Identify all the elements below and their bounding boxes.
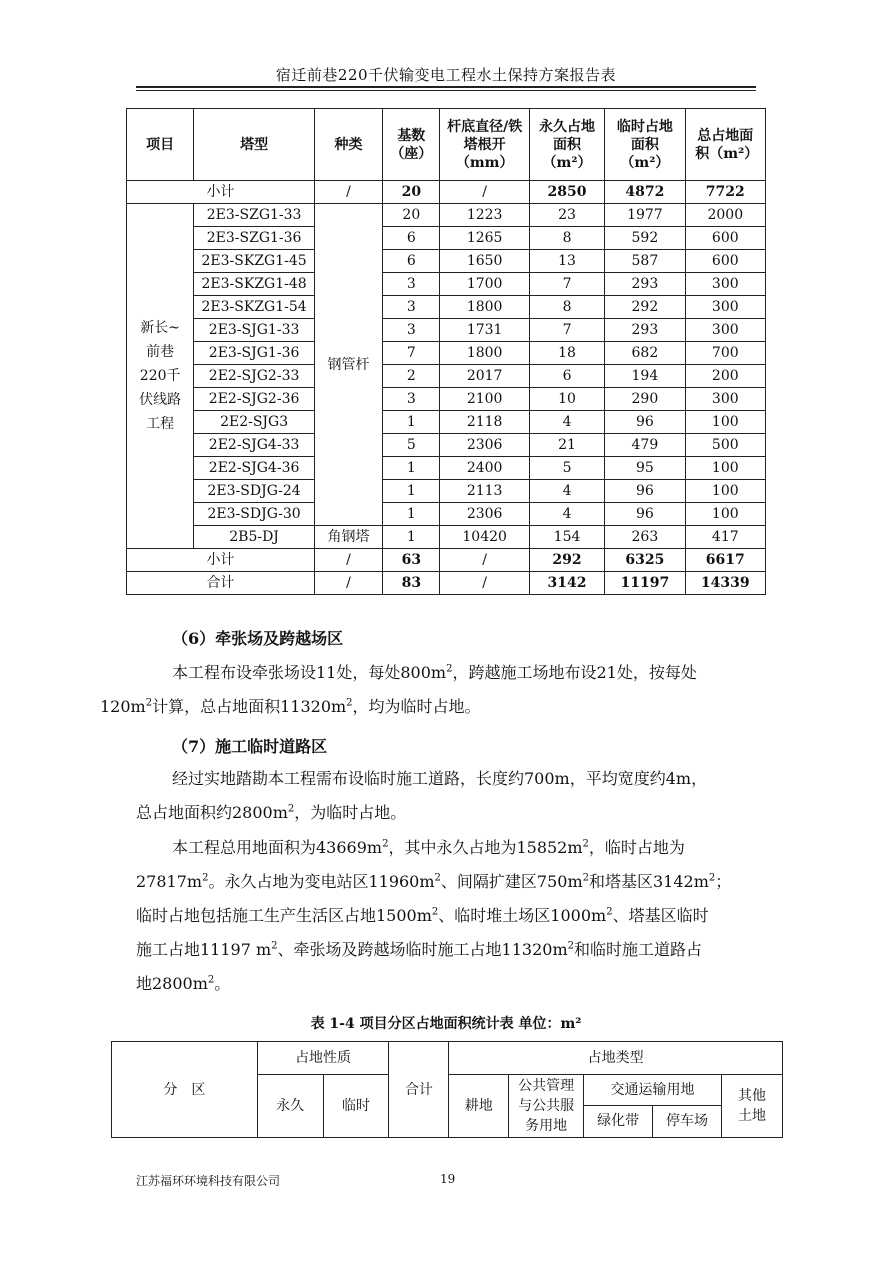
permanent-cell: 5 <box>529 457 604 480</box>
diameter-cell: 2306 <box>440 503 529 526</box>
superscript: 2 <box>606 906 613 918</box>
header-other <box>721 1075 782 1138</box>
header-total: 合计 <box>389 1042 449 1138</box>
tower-type-cell: 2E3-SZG1-33 <box>194 204 315 227</box>
temporary-cell: 293 <box>605 319 685 342</box>
superscript: 2 <box>202 872 209 884</box>
header-rule-thick <box>136 86 756 88</box>
total-cell: 2000 <box>685 204 765 227</box>
text-run: 经过实地踏勘本工程需布设临时施工道路，长度约700m，平均宽度约4m， <box>172 769 708 788</box>
temporary-cell: 96 <box>605 411 685 434</box>
text-run: ； <box>715 872 732 891</box>
temporary-cell: 96 <box>605 480 685 503</box>
permanent-cell: 8 <box>529 227 604 250</box>
total-cell: 100 <box>685 480 765 503</box>
header-other-text: 其他土地 <box>737 1088 766 1124</box>
tower-type-cell: 2B5-DJ <box>194 526 315 549</box>
subtotal-kind: / <box>314 549 382 572</box>
count-cell: 20 <box>383 204 440 227</box>
text-run: ，为临时占地。 <box>294 803 407 822</box>
table-row <box>127 365 766 388</box>
superscript: 2 <box>207 974 215 986</box>
header-temporary <box>605 109 685 181</box>
permanent-cell: 7 <box>529 273 604 296</box>
total-cell: 600 <box>685 250 765 273</box>
count-cell: 7 <box>383 342 440 365</box>
header-diameter-text: 杆底直径/铁塔根开（mm） <box>447 118 523 171</box>
tower-type-cell: 2E3-SKZG1-48 <box>194 273 315 296</box>
superscript: 2 <box>446 663 453 675</box>
section6-heading: （6）牵张场及跨越场区 <box>172 629 344 648</box>
temporary-cell: 290 <box>605 388 685 411</box>
temporary-cell: 95 <box>605 457 685 480</box>
diameter-cell: 1700 <box>440 273 529 296</box>
text-run: 。 <box>214 974 231 993</box>
permanent-cell: 7 <box>529 319 604 342</box>
total-cell: 300 <box>685 319 765 342</box>
table-row <box>127 434 766 457</box>
diameter-cell: 1800 <box>440 342 529 365</box>
subtotal-permanent: 292 <box>529 549 604 572</box>
text-run: 、临时堆土场区1000m <box>438 906 607 925</box>
header-nature: 占地性质 <box>257 1042 389 1075</box>
text-run: ，跨越施工场地布设21处，按每处 <box>452 663 697 682</box>
header-count <box>383 109 440 181</box>
header-transport-sub <box>584 1106 721 1137</box>
total-cell: 300 <box>685 273 765 296</box>
text-run: ，临时占地为 <box>588 838 685 857</box>
header-public <box>509 1075 584 1138</box>
superscript: 2 <box>145 697 153 709</box>
total-cell: 300 <box>685 296 765 319</box>
subtotal-label: 小计 <box>127 549 315 572</box>
table-row <box>127 227 766 250</box>
section7-heading: （7）施工临时道路区 <box>172 737 328 756</box>
tower-type-cell: 2E3-SZG1-36 <box>194 227 315 250</box>
header-permanent <box>529 109 604 181</box>
superscript: 2 <box>582 838 589 850</box>
header-parking: 停车场 <box>666 1113 709 1129</box>
table4-header-row-1 <box>112 1042 783 1075</box>
table-row <box>127 526 766 549</box>
text-run: 本工程总用地面积为43669m <box>172 838 383 857</box>
temporary-cell: 194 <box>605 365 685 388</box>
header-temporary: 临时 <box>323 1075 389 1138</box>
diameter-cell: 1650 <box>440 250 529 273</box>
superscript: 2 <box>567 940 574 952</box>
table-row <box>127 204 766 227</box>
temporary-cell: 479 <box>605 434 685 457</box>
text-run: 计算，总占地面积11320m <box>152 697 347 716</box>
tower-type-cell: 2E2-SJG3 <box>194 411 315 434</box>
subtotal-kind: / <box>314 181 382 204</box>
temporary-cell: 292 <box>605 296 685 319</box>
tower-type-cell: 2E3-SJG1-36 <box>194 342 315 365</box>
table-header-row <box>127 109 766 181</box>
total-total: 14339 <box>685 572 765 595</box>
diameter-cell: 2100 <box>440 388 529 411</box>
table-row <box>127 342 766 365</box>
permanent-cell: 6 <box>529 365 604 388</box>
count-cell: 3 <box>383 273 440 296</box>
temporary-cell: 592 <box>605 227 685 250</box>
header-transport <box>584 1075 722 1138</box>
project-name: 新长~前巷220千伏线路工程 <box>139 320 182 432</box>
permanent-cell: 23 <box>529 204 604 227</box>
superscript: 2 <box>382 838 389 850</box>
subtotal-temporary: 4872 <box>605 181 685 204</box>
count-cell: 3 <box>383 388 440 411</box>
temporary-cell: 96 <box>605 503 685 526</box>
text-run: 、间隔扩建区750m <box>440 872 583 891</box>
header-land-type: 占地类型 <box>449 1042 783 1075</box>
temporary-cell: 293 <box>605 273 685 296</box>
subtotal-count: 63 <box>383 549 440 572</box>
zone-landuse-table <box>111 1041 783 1138</box>
permanent-cell: 4 <box>529 503 604 526</box>
permanent-cell: 10 <box>529 388 604 411</box>
count-cell: 1 <box>383 411 440 434</box>
diameter-cell: 1731 <box>440 319 529 342</box>
tower-type-cell: 2E2-SJG4-36 <box>194 457 315 480</box>
tower-footprint-table <box>126 108 766 595</box>
total-cell: 600 <box>685 227 765 250</box>
table-row <box>127 411 766 434</box>
temporary-cell: 1977 <box>605 204 685 227</box>
subtotal-temporary: 6325 <box>605 549 685 572</box>
tower-type-cell: 2E2-SJG2-36 <box>194 388 315 411</box>
total-diameter: / <box>440 572 529 595</box>
permanent-cell: 4 <box>529 411 604 434</box>
count-cell: 3 <box>383 296 440 319</box>
temporary-cell: 682 <box>605 342 685 365</box>
text-run: 和塔基区3142m <box>589 872 709 891</box>
subtotal-count: 20 <box>383 181 440 204</box>
subtotal-diameter: / <box>440 181 529 204</box>
tower-type-cell: 2E2-SJG4-33 <box>194 434 315 457</box>
total-permanent: 3142 <box>529 572 604 595</box>
summary-paragraph <box>136 831 758 1001</box>
text-run: 本工程布设牵张场设11处，每处800m <box>172 663 447 682</box>
superscript: 2 <box>434 872 441 884</box>
table-row <box>127 296 766 319</box>
total-temporary: 11197 <box>605 572 685 595</box>
project-name-cell <box>127 204 194 549</box>
header-farmland: 耕地 <box>449 1075 509 1138</box>
diameter-cell: 2306 <box>440 434 529 457</box>
total-cell: 200 <box>685 365 765 388</box>
header-greenbelt: 绿化带 <box>584 1106 653 1137</box>
total-cell: 100 <box>685 457 765 480</box>
text-run: 施工占地11197 m <box>136 940 272 959</box>
total-count: 83 <box>383 572 440 595</box>
header-permanent: 永久 <box>257 1075 323 1138</box>
header-temporary-text: 临时占地面积（m²） <box>616 118 673 171</box>
permanent-cell: 4 <box>529 480 604 503</box>
count-cell: 1 <box>383 480 440 503</box>
tower-type-cell: 2E2-SJG2-33 <box>194 365 315 388</box>
superscript: 2 <box>346 697 353 709</box>
text-run: 、塔基区临时 <box>612 906 709 925</box>
section6-paragraph <box>100 656 758 724</box>
diameter-cell: 1223 <box>440 204 529 227</box>
total-cell: 300 <box>685 388 765 411</box>
table-row <box>127 319 766 342</box>
superscript: 2 <box>287 803 295 815</box>
table-row <box>127 503 766 526</box>
tower-type-cell: 2E3-SJG1-33 <box>194 319 315 342</box>
text-run: 临时占地包括施工生产生活区占地1500m <box>136 906 432 925</box>
footer-company: 江苏福环环境科技有限公司 <box>136 1174 281 1188</box>
permanent-cell: 154 <box>529 526 604 549</box>
tower-type-cell: 2E3-SDJG-24 <box>194 480 315 503</box>
count-cell: 2 <box>383 365 440 388</box>
top-subtotal-row <box>127 181 766 204</box>
text-run: 120m <box>100 697 146 716</box>
total-kind: / <box>314 572 382 595</box>
header-total <box>685 109 765 181</box>
count-cell: 5 <box>383 434 440 457</box>
subtotal-permanent: 2850 <box>529 181 604 204</box>
header-kind: 种类 <box>314 109 382 181</box>
temporary-cell: 263 <box>605 526 685 549</box>
table-row <box>127 388 766 411</box>
table4-caption: 表 1-4 项目分区占地面积统计表 单位：m² <box>310 1016 582 1032</box>
page-header-title: 宿迁前巷220千伏输变电工程水土保持方案报告表 <box>275 66 617 84</box>
total-cell: 500 <box>685 434 765 457</box>
tower-type-cell: 2E3-SKZG1-54 <box>194 296 315 319</box>
superscript: 2 <box>708 872 716 884</box>
count-cell: 6 <box>383 227 440 250</box>
header-zone: 分 区 <box>112 1042 258 1138</box>
kind-cell: 角钢塔 <box>314 526 382 549</box>
header-permanent-text: 永久占地面积（m²） <box>539 118 596 171</box>
total-cell: 100 <box>685 411 765 434</box>
temporary-cell: 587 <box>605 250 685 273</box>
header-rule-thin <box>136 90 756 91</box>
header-diameter <box>440 109 529 181</box>
total-cell: 700 <box>685 342 765 365</box>
count-cell: 1 <box>383 457 440 480</box>
total-cell: 100 <box>685 503 765 526</box>
text-run: 和临时施工道路占 <box>574 940 703 959</box>
permanent-cell: 18 <box>529 342 604 365</box>
kind-cell: 钢管杆 <box>314 204 382 526</box>
tower-type-cell: 2E3-SKZG1-45 <box>194 250 315 273</box>
diameter-cell: 2017 <box>440 365 529 388</box>
text-run: 27817m <box>136 872 203 891</box>
text-run: 。永久占地为变电站区11960m <box>208 872 435 891</box>
table-row <box>127 273 766 296</box>
footer-page-number: 19 <box>440 1172 456 1186</box>
text-run: 地2800m <box>136 974 208 993</box>
count-cell: 1 <box>383 526 440 549</box>
count-cell: 3 <box>383 319 440 342</box>
diameter-cell: 2113 <box>440 480 529 503</box>
line-subtotal-row <box>127 549 766 572</box>
header-public-text: 公共管理与公共服务用地 <box>518 1078 575 1134</box>
total-label: 合计 <box>127 572 315 595</box>
header-project: 项目 <box>127 109 194 181</box>
diameter-cell: 10420 <box>440 526 529 549</box>
diameter-cell: 1265 <box>440 227 529 250</box>
permanent-cell: 13 <box>529 250 604 273</box>
table-row <box>127 250 766 273</box>
text-run: 、牵张场及跨越场临时施工占地11320m <box>277 940 568 959</box>
text-run: ，均为临时占地。 <box>352 697 481 716</box>
count-cell: 6 <box>383 250 440 273</box>
subtotal-total: 6617 <box>685 549 765 572</box>
text-run: ，其中永久占地为15852m <box>388 838 583 857</box>
diameter-cell: 2118 <box>440 411 529 434</box>
tower-type-cell: 2E3-SDJG-30 <box>194 503 315 526</box>
total-cell: 417 <box>685 526 765 549</box>
header-count-text: 基数（座） <box>390 127 433 162</box>
subtotal-diameter: / <box>440 549 529 572</box>
count-cell: 1 <box>383 503 440 526</box>
permanent-cell: 21 <box>529 434 604 457</box>
subtotal-total: 7722 <box>685 181 765 204</box>
header-total-text: 总占地面积（m²） <box>695 127 759 162</box>
permanent-cell: 8 <box>529 296 604 319</box>
superscript: 2 <box>271 940 278 952</box>
diameter-cell: 1800 <box>440 296 529 319</box>
table-row <box>127 480 766 503</box>
diameter-cell: 2400 <box>440 457 529 480</box>
header-transport-label: 交通运输用地 <box>584 1075 721 1106</box>
text-run: 总占地面积约2800m <box>136 803 288 822</box>
header-tower-type: 塔型 <box>194 109 315 181</box>
section7-paragraph <box>136 762 758 830</box>
grand-total-row <box>127 572 766 595</box>
table-row <box>127 457 766 480</box>
superscript: 2 <box>582 872 589 884</box>
subtotal-label: 小计 <box>127 181 315 204</box>
superscript: 2 <box>431 906 439 918</box>
